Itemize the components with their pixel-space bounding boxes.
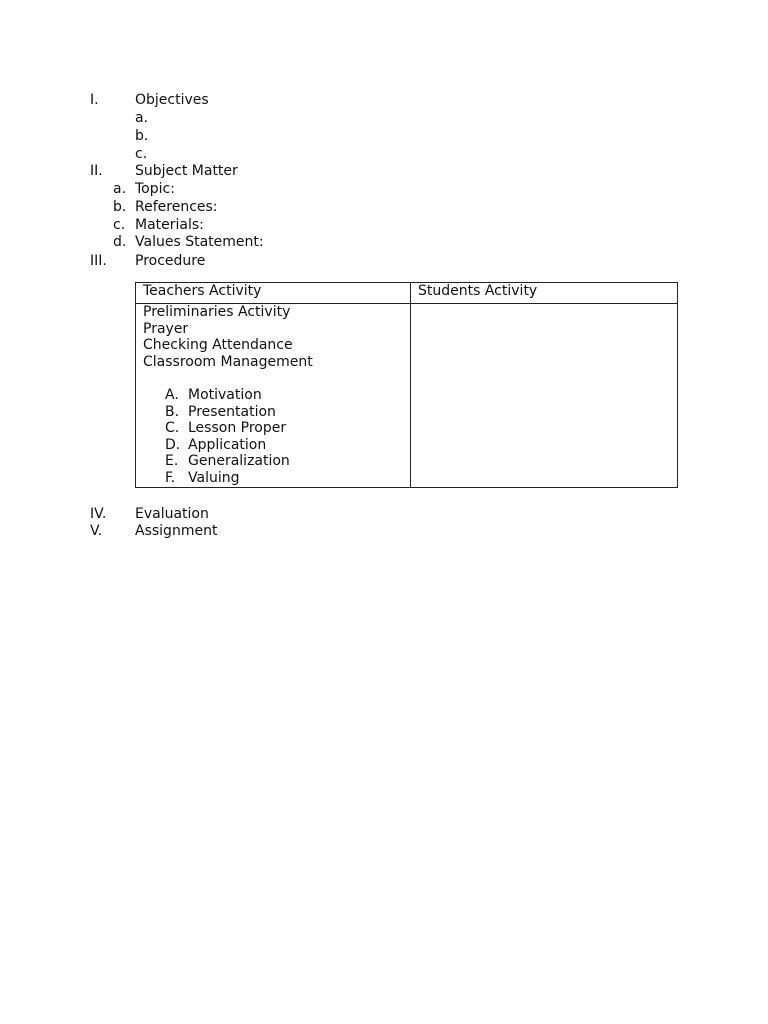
prayer-label: Prayer bbox=[143, 320, 189, 337]
procedure-table bbox=[135, 282, 678, 488]
subject-item-topic: Topic: bbox=[135, 181, 175, 197]
teachers-activity-cell bbox=[136, 304, 411, 488]
subject-item-values-statement: Values Statement: bbox=[135, 234, 264, 250]
section-heading-objectives: Objectives bbox=[135, 92, 209, 108]
subject-item-letter: b. bbox=[113, 199, 127, 215]
step-application bbox=[143, 437, 403, 454]
section-numeral-objectives: I. bbox=[90, 92, 99, 108]
subject-item-materials: Materials: bbox=[135, 217, 204, 233]
step-label: Presentation bbox=[188, 403, 276, 420]
section-numeral-procedure: III. bbox=[90, 253, 107, 269]
step-lesson-proper bbox=[143, 420, 403, 437]
section-numeral-subject-matter: II. bbox=[90, 163, 103, 179]
step-presentation bbox=[143, 404, 403, 421]
header-teachers-activity: Teachers Activity bbox=[136, 283, 411, 304]
section-heading-assignment: Assignment bbox=[135, 523, 218, 539]
step-letter: E. bbox=[165, 453, 179, 470]
step-motivation bbox=[143, 387, 403, 404]
step-letter: A. bbox=[165, 386, 179, 403]
section-heading-procedure: Procedure bbox=[135, 253, 206, 269]
step-label: Application bbox=[188, 436, 267, 453]
subject-item-letter: d. bbox=[113, 234, 127, 250]
section-heading-subject-matter: Subject Matter bbox=[135, 163, 238, 179]
step-valuing bbox=[143, 470, 403, 487]
students-activity-cell bbox=[411, 304, 678, 488]
step-label: Lesson Proper bbox=[188, 420, 287, 437]
step-label: Valuing bbox=[188, 469, 240, 486]
preliminaries-activity-label: Preliminaries Activity bbox=[143, 304, 291, 320]
step-label: Motivation bbox=[188, 386, 262, 403]
objective-item-b: b. bbox=[135, 128, 149, 144]
section-numeral-assignment: V. bbox=[90, 523, 103, 539]
subject-item-letter: a. bbox=[113, 181, 127, 197]
step-letter: B. bbox=[165, 403, 180, 420]
spacer bbox=[143, 370, 403, 387]
step-generalization bbox=[143, 453, 403, 470]
step-letter: F. bbox=[165, 469, 176, 486]
procedure-table-row bbox=[136, 304, 678, 488]
subject-item-references: References: bbox=[135, 199, 218, 215]
step-letter: C. bbox=[165, 420, 180, 437]
classroom-management-label: Classroom Management bbox=[143, 353, 313, 370]
checking-attendance-label: Checking Attendance bbox=[143, 337, 293, 354]
procedure-table-header-row bbox=[136, 283, 678, 304]
section-numeral-evaluation: IV. bbox=[90, 506, 107, 522]
objective-item-a: a. bbox=[135, 110, 149, 126]
objective-item-c: c. bbox=[135, 146, 148, 162]
header-students-activity: Students Activity bbox=[411, 283, 678, 304]
step-letter: D. bbox=[165, 436, 181, 453]
section-heading-evaluation: Evaluation bbox=[135, 506, 209, 522]
subject-item-letter: c. bbox=[113, 217, 126, 233]
step-label: Generalization bbox=[188, 453, 290, 470]
